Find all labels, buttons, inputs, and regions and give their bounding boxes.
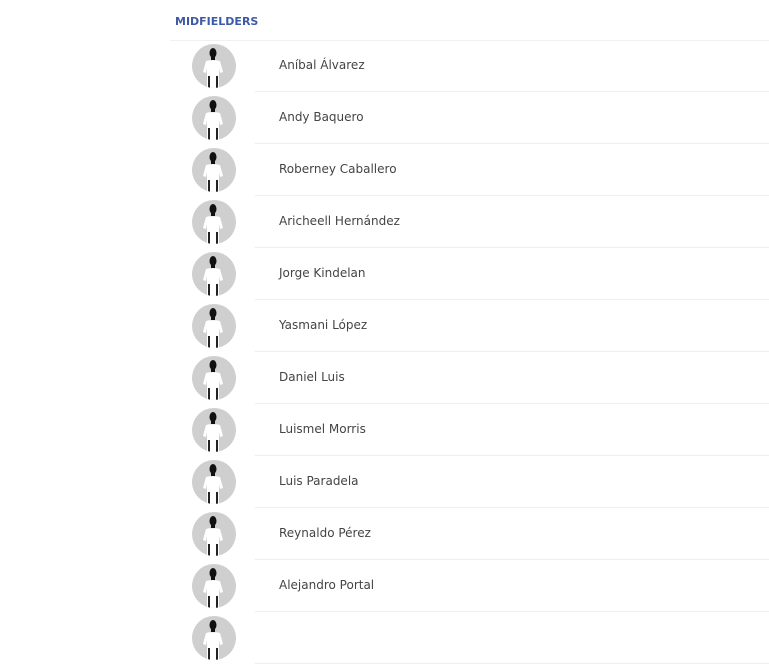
player-name[interactable]: Alejandro Portal [279, 578, 375, 592]
player-silhouette-icon [192, 408, 236, 452]
player-silhouette-icon [192, 356, 236, 400]
player-row[interactable] [0, 404, 769, 456]
player-row[interactable] [0, 300, 769, 352]
player-name[interactable]: Jorge Kindelan [279, 266, 366, 280]
player-name[interactable]: Andy Baquero [279, 110, 364, 124]
player-row[interactable] [0, 456, 769, 508]
player-silhouette-icon [192, 44, 236, 88]
player-row[interactable] [0, 92, 769, 144]
player-name[interactable]: Luismel Morris [279, 422, 366, 436]
player-silhouette-icon [192, 304, 236, 348]
section-title: MIDFIELDERS [175, 15, 259, 28]
player-name[interactable]: Reynaldo Pérez [279, 526, 371, 540]
player-row[interactable] [0, 352, 769, 404]
player-row[interactable] [0, 40, 769, 92]
player-row[interactable] [0, 248, 769, 300]
player-row[interactable] [0, 144, 769, 196]
player-row[interactable] [0, 560, 769, 612]
player-row[interactable] [0, 508, 769, 560]
player-silhouette-icon [192, 252, 236, 296]
player-silhouette-icon [192, 564, 236, 608]
player-name[interactable]: Daniel Luis [279, 370, 345, 384]
player-name[interactable]: Roberney Caballero [279, 162, 397, 176]
player-name[interactable]: Luis Paradela [279, 474, 359, 488]
player-silhouette-icon [192, 616, 236, 660]
player-silhouette-icon [192, 460, 236, 504]
player-silhouette-icon [192, 200, 236, 244]
player-silhouette-icon [192, 96, 236, 140]
player-silhouette-icon [192, 148, 236, 192]
player-name[interactable]: Aníbal Álvarez [279, 58, 365, 72]
player-row[interactable] [0, 196, 769, 248]
player-silhouette-icon [192, 512, 236, 556]
player-list [0, 40, 769, 664]
player-name[interactable]: Aricheell Hernández [279, 214, 400, 228]
player-name[interactable]: Yasmani López [279, 318, 368, 332]
